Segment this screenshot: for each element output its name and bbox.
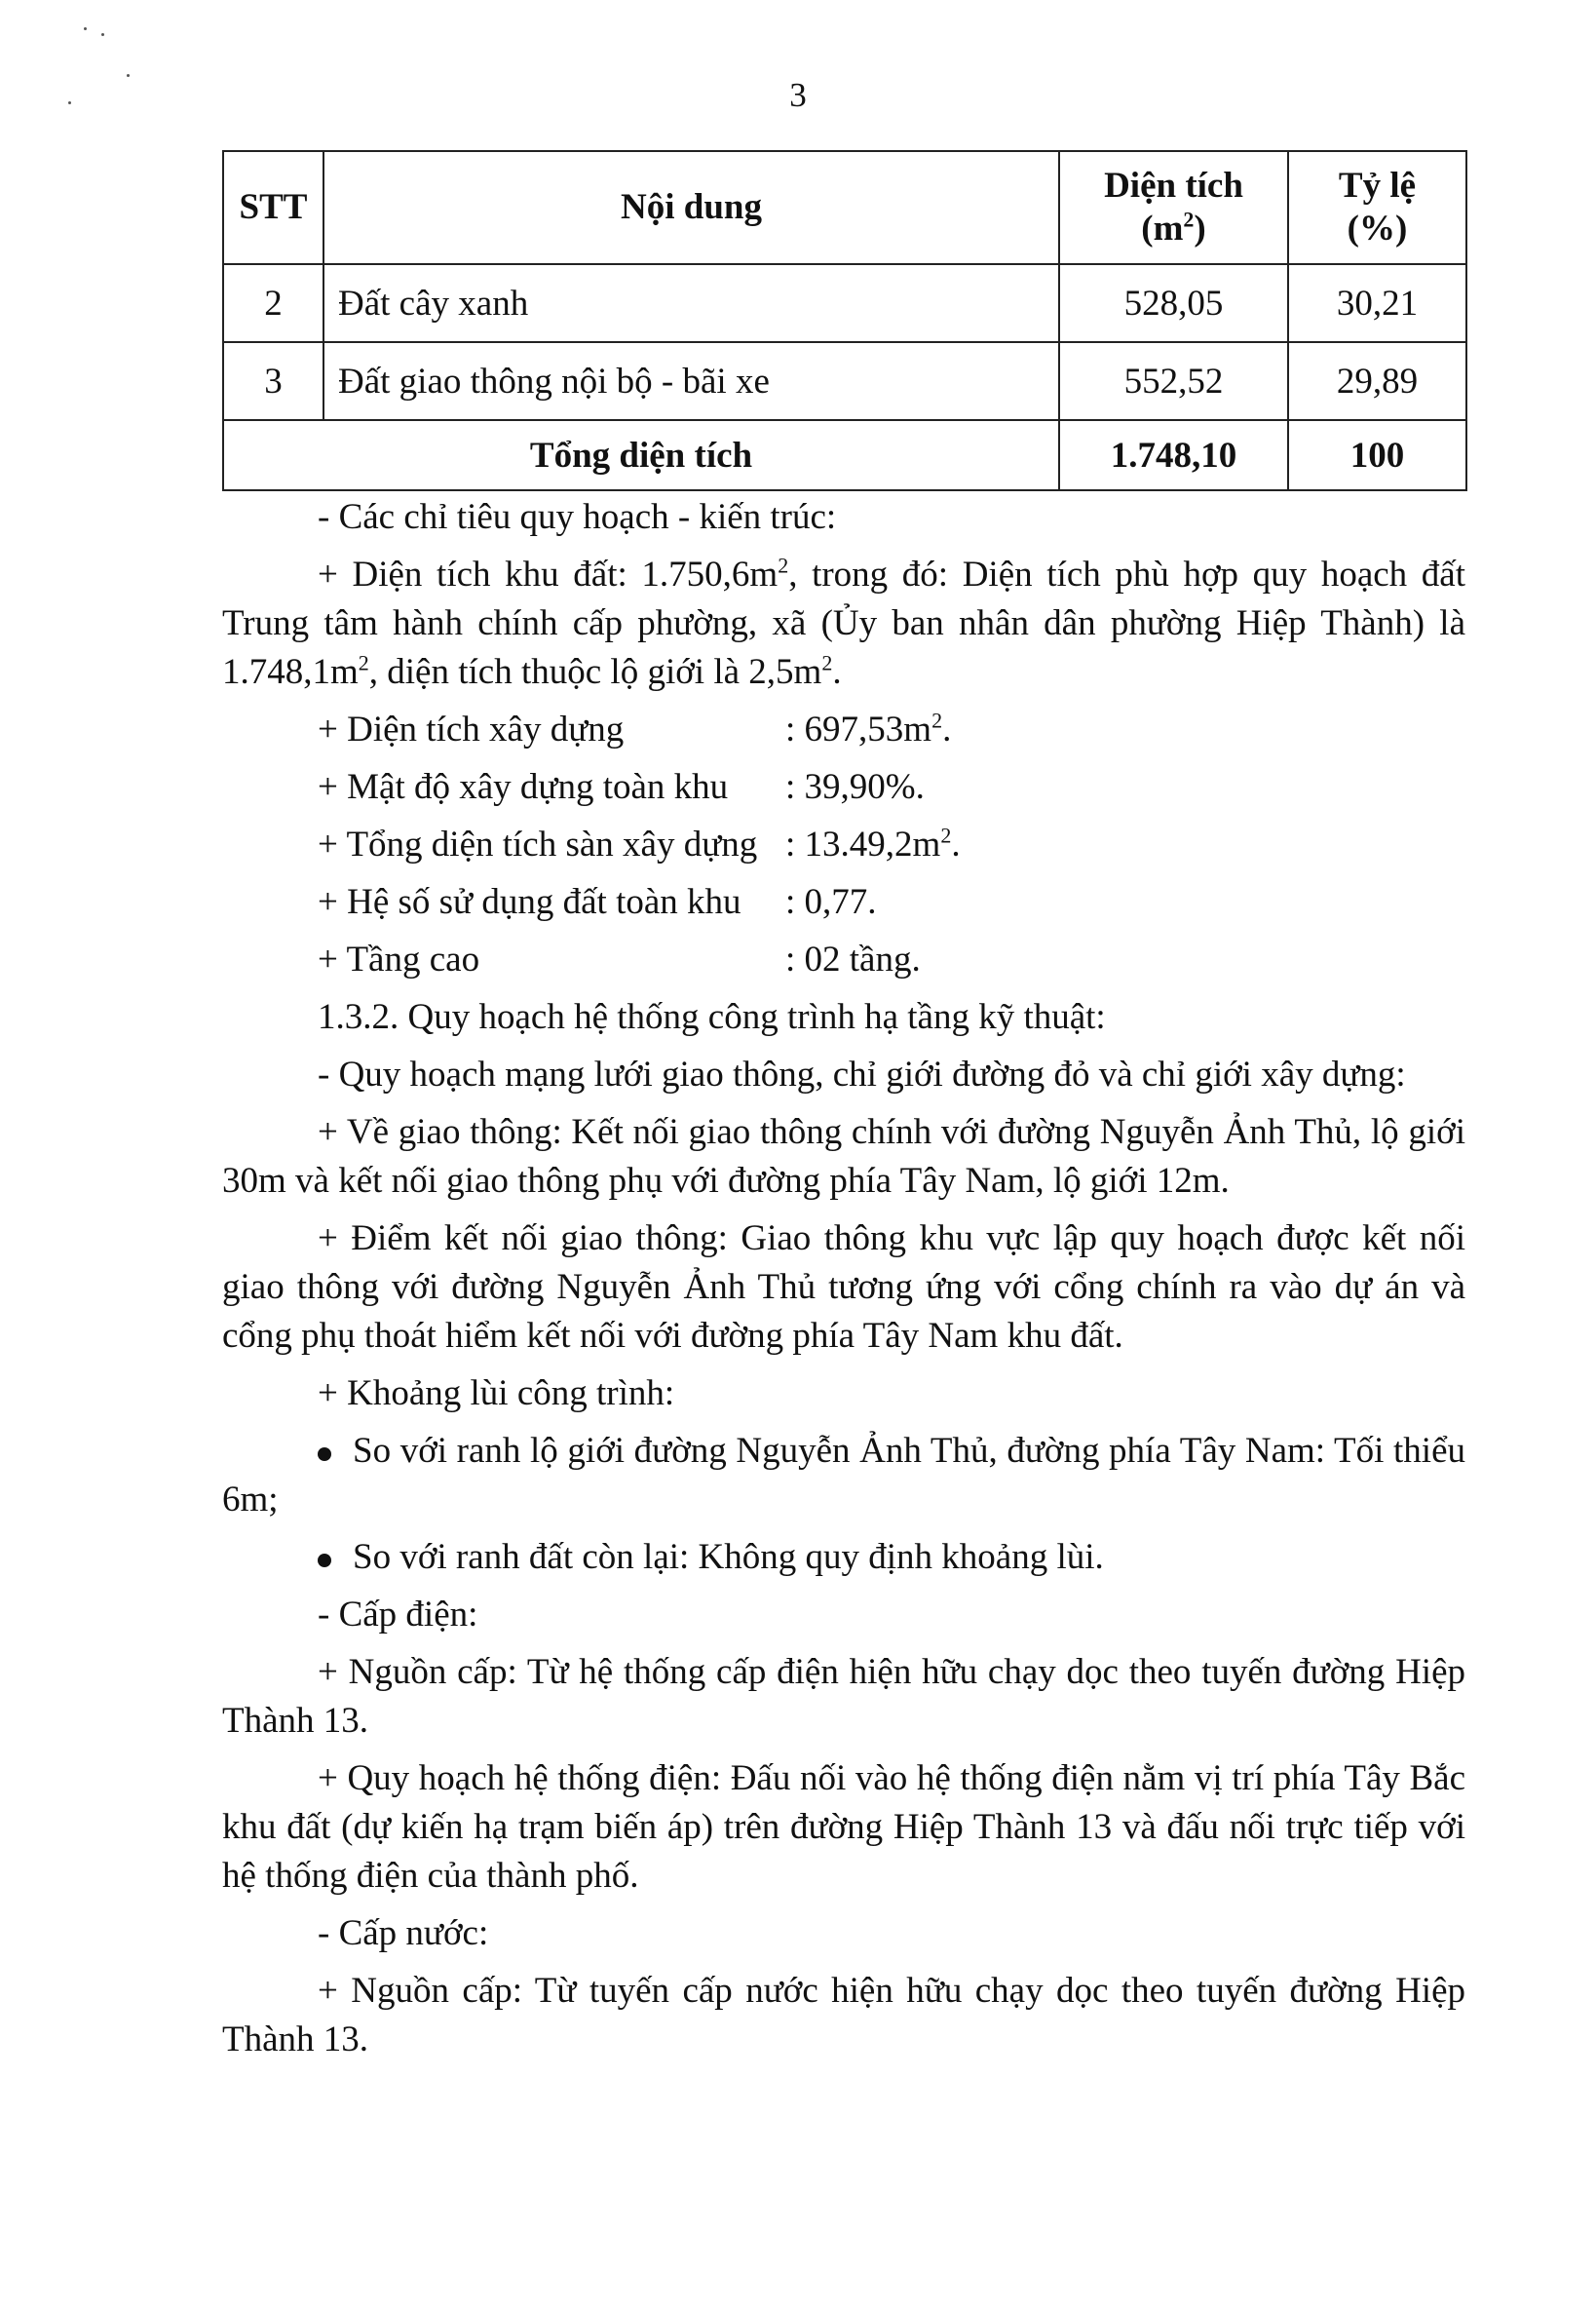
metric-label: + Mật độ xây dựng toàn khu [318, 767, 729, 807]
page-number: 3 [789, 76, 807, 114]
metric-value-text: : 697,53m [785, 710, 932, 750]
cell-ratio: 30,21 [1288, 264, 1466, 342]
setback-bullet-item [222, 1533, 1465, 1582]
land-area-text-d: . [832, 652, 842, 692]
metric-value-post: . [942, 710, 952, 750]
metric-label: + Tầng cao [318, 940, 480, 980]
header-area-label: Diện tích [1104, 166, 1243, 206]
metric-value [785, 878, 877, 927]
header-ratio-unit: (%) [1347, 209, 1408, 249]
metric-row [222, 936, 1465, 984]
land-area-paragraph [222, 551, 1465, 697]
header-area-unit-pre: (m [1141, 209, 1184, 249]
metric-row [222, 706, 1465, 754]
header-area-unit-post: ) [1194, 209, 1206, 249]
header-content: Nội dung [323, 151, 1059, 264]
header-area [1059, 151, 1288, 264]
traffic-point-paragraph: + Điểm kết nối giao thông: Giao thông khu vực lập quy hoạch được kết nối giao thông với đường Nguyễn Ảnh Thủ tương ứng với cổng chính ra vào dự án và cổng phụ thoát hiểm kết nối với đường phía Tây Nam khu đất. [222, 1218, 1465, 1356]
scan-speck [101, 33, 104, 36]
header-area-unit-sup: 2 [1183, 207, 1195, 232]
header-ratio-label: Tỷ lệ [1338, 166, 1417, 206]
total-label: Tổng diện tích [223, 420, 1059, 490]
cell-stt: 2 [223, 264, 323, 342]
metric-value-sup: 2 [931, 708, 943, 733]
water-heading: - Cấp nước: [318, 1913, 489, 1953]
table-row [223, 342, 1466, 420]
land-area-text-b: , trong đó: Diện tích phù hợp quy hoạch đất Trung tâm hành chính cấp phường, xã (Ủy ban nhân dân phường Hiệp Thành) là 1.748,1m [222, 555, 1465, 692]
bullet-icon [318, 1554, 331, 1567]
land-area-text-c: , diện tích thuộc lộ giới là 2,5m [368, 652, 822, 692]
metric-value [785, 706, 951, 754]
total-area: 1.748,10 [1059, 420, 1288, 490]
cell-ratio: 29,89 [1288, 342, 1466, 420]
bullet-icon [318, 1447, 331, 1461]
metric-value [785, 936, 921, 984]
table-row [223, 264, 1466, 342]
cell-area: 528,05 [1059, 264, 1288, 342]
land-use-table [222, 150, 1467, 491]
total-ratio: 100 [1288, 420, 1466, 490]
setback-heading: + Khoảng lùi công trình: [318, 1373, 675, 1413]
superscript: 2 [821, 650, 833, 675]
metric-value-text: : 39,90%. [785, 767, 925, 807]
cell-area: 552,52 [1059, 342, 1288, 420]
metric-label: + Tổng diện tích sàn xây dựng [318, 825, 758, 865]
metric-value-text: : 0,77. [785, 882, 877, 922]
setback-bullet-item [222, 1427, 1465, 1524]
cell-stt: 3 [223, 342, 323, 420]
metric-value-sup: 2 [940, 823, 952, 848]
metric-label: + Diện tích xây dựng [318, 710, 625, 750]
header-ratio [1288, 151, 1466, 264]
cell-content: Đất giao thông nội bộ - bãi xe [323, 342, 1059, 420]
traffic-connect-paragraph: + Về giao thông: Kết nối giao thông chính với đường Nguyễn Ảnh Thủ, lộ giới 30m và kết nối giao thông phụ với đường phía Tây Nam, lộ giới 12m. [222, 1112, 1465, 1201]
table-total-row [223, 420, 1466, 490]
metric-value [785, 763, 925, 812]
traffic-plan-paragraph: - Quy hoạch mạng lưới giao thông, chỉ giới đường đỏ và chỉ giới xây dựng: [318, 1055, 1406, 1095]
superscript: 2 [358, 650, 369, 675]
power-heading: - Cấp điện: [318, 1595, 478, 1635]
superscript: 2 [778, 553, 789, 578]
metric-row [222, 821, 1465, 869]
document-body [222, 493, 1465, 2073]
bullet-text: So với ranh lộ giới đường Nguyễn Ảnh Thủ, đường phía Tây Nam: Tối thiểu 6m; [222, 1431, 1465, 1519]
metric-row [222, 878, 1465, 927]
metric-label: + Hệ số sử dụng đất toàn khu [318, 882, 741, 922]
bullet-text: So với ranh đất còn lại: Không quy định khoảng lùi. [353, 1537, 1104, 1577]
criteria-heading: - Các chỉ tiêu quy hoạch - kiến trúc: [318, 497, 837, 537]
land-area-text-a: + Diện tích khu đất: 1.750,6m [318, 555, 779, 595]
power-plan-paragraph: + Quy hoạch hệ thống điện: Đấu nối vào hệ thống điện nằm vị trí phía Tây Bắc khu đất (dự kiến hạ trạm biến áp) trên đường Hiệp Thành 13 và đấu nối trực tiếp với hệ thống điện của thành phố. [222, 1758, 1465, 1896]
metric-row [222, 763, 1465, 812]
table-header-row [223, 151, 1466, 264]
metric-value-post: . [951, 825, 961, 865]
header-stt: STT [223, 151, 323, 264]
power-source-paragraph: + Nguồn cấp: Từ hệ thống cấp điện hiện hữu chạy dọc theo tuyến đường Hiệp Thành 13. [222, 1652, 1465, 1741]
metric-value-text: : 02 tầng. [785, 940, 921, 980]
section-heading: 1.3.2. Quy hoạch hệ thống công trình hạ tầng kỹ thuật: [318, 997, 1106, 1037]
metric-value [785, 821, 961, 869]
scan-speck [84, 27, 87, 30]
metric-value-text: : 13.49,2m [785, 825, 941, 865]
cell-content: Đất cây xanh [323, 264, 1059, 342]
water-source-paragraph: + Nguồn cấp: Từ tuyến cấp nước hiện hữu chạy dọc theo tuyến đường Hiệp Thành 13. [222, 1971, 1465, 2059]
